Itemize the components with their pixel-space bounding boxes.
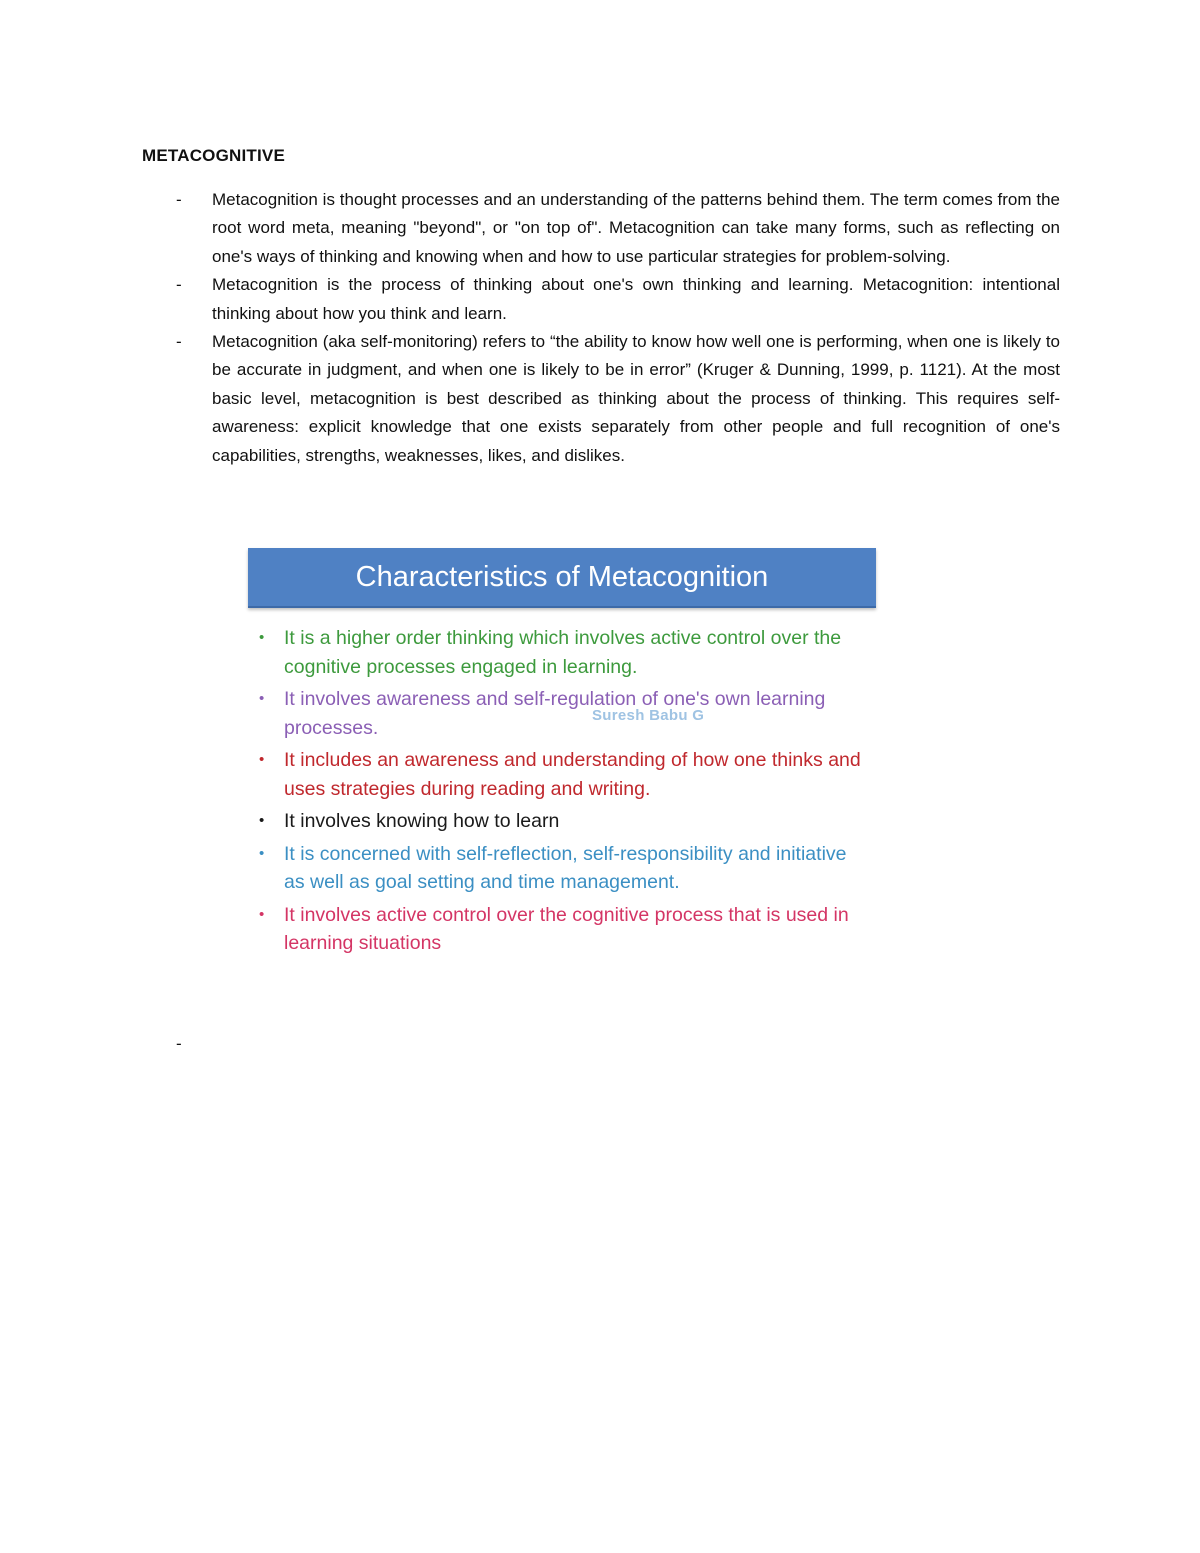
dash-bullet-marker: - <box>176 190 182 209</box>
list-item <box>142 328 1060 470</box>
embedded-slide-image <box>246 546 880 986</box>
slide-title: Characteristics of Metacognition <box>355 561 769 593</box>
slide-item-text: It involves awareness and self-regulation of one's own learning processes. <box>284 688 826 739</box>
paragraph-list <box>142 186 1060 470</box>
bullet-dot-icon: • <box>259 844 265 862</box>
slide-item-text: It involves knowing how to learn <box>284 810 560 832</box>
slide-item-text: It is concerned with self-reflection, self-responsibility and initiative as well as goal setting and time management. <box>284 842 847 893</box>
slide-watermark: Suresh Babu G <box>592 707 705 724</box>
list-item <box>142 186 1060 271</box>
slide-item-text: It includes an awareness and understanding of how one thinks and uses strategies during reading and writing. <box>284 749 861 800</box>
slide-list-item <box>256 746 868 803</box>
empty-dash-bullet: - <box>176 1034 182 1053</box>
slide-list-item <box>256 840 868 897</box>
bullet-dot-icon: • <box>259 905 265 923</box>
bullet-dot-icon: • <box>259 751 265 768</box>
paragraph-text: Metacognition (aka self-monitoring) refers to “the ability to know how well one is performing, when one is likely to be accurate in judgment, and when one is likely to be in error” (Kruger & Dunning, 1999, p. 1121). At the most basic level, metacognition is best described as thinking about the process of thinking. This requires self-awareness: explicit knowledge that one exists separately from other people and full recognition of one's capabilities, strengths, weaknesses, likes, and dislikes. <box>212 332 1060 465</box>
dash-bullet-marker: - <box>176 332 182 352</box>
slide-bullet-list <box>256 624 868 962</box>
slide-item-text: It is a higher order thinking which involves active control over the cognitive processes engaged in learning. <box>284 627 842 678</box>
slide-title-banner <box>248 548 876 608</box>
slide-list-item <box>256 624 868 681</box>
list-item <box>142 271 1060 328</box>
slide-list-item <box>256 685 868 742</box>
bullet-dot-icon: • <box>259 690 265 707</box>
slide-list-item <box>256 807 868 836</box>
dash-bullet-marker: - <box>176 275 182 295</box>
slide-list-item <box>256 901 868 958</box>
bullet-dot-icon: • <box>259 629 265 646</box>
slide-item-text: It involves active control over the cognitive process that is used in learning situations <box>284 903 849 954</box>
document-heading: METACOGNITIVE <box>142 146 286 165</box>
paragraph-text: Metacognition is the process of thinking about one's own thinking and learning. Metacognition: intentional thinking about how you think and learn. <box>212 275 1060 323</box>
bullet-dot-icon: • <box>259 812 265 829</box>
paragraph-text: Metacognition is thought processes and an understanding of the patterns behind them. The term comes from the root word meta, meaning "beyond", or "on top of". Metacognition can take many forms, such as reflecting on one's ways of thinking and knowing when and how to use particular strategies for problem-solving. <box>212 190 1060 266</box>
